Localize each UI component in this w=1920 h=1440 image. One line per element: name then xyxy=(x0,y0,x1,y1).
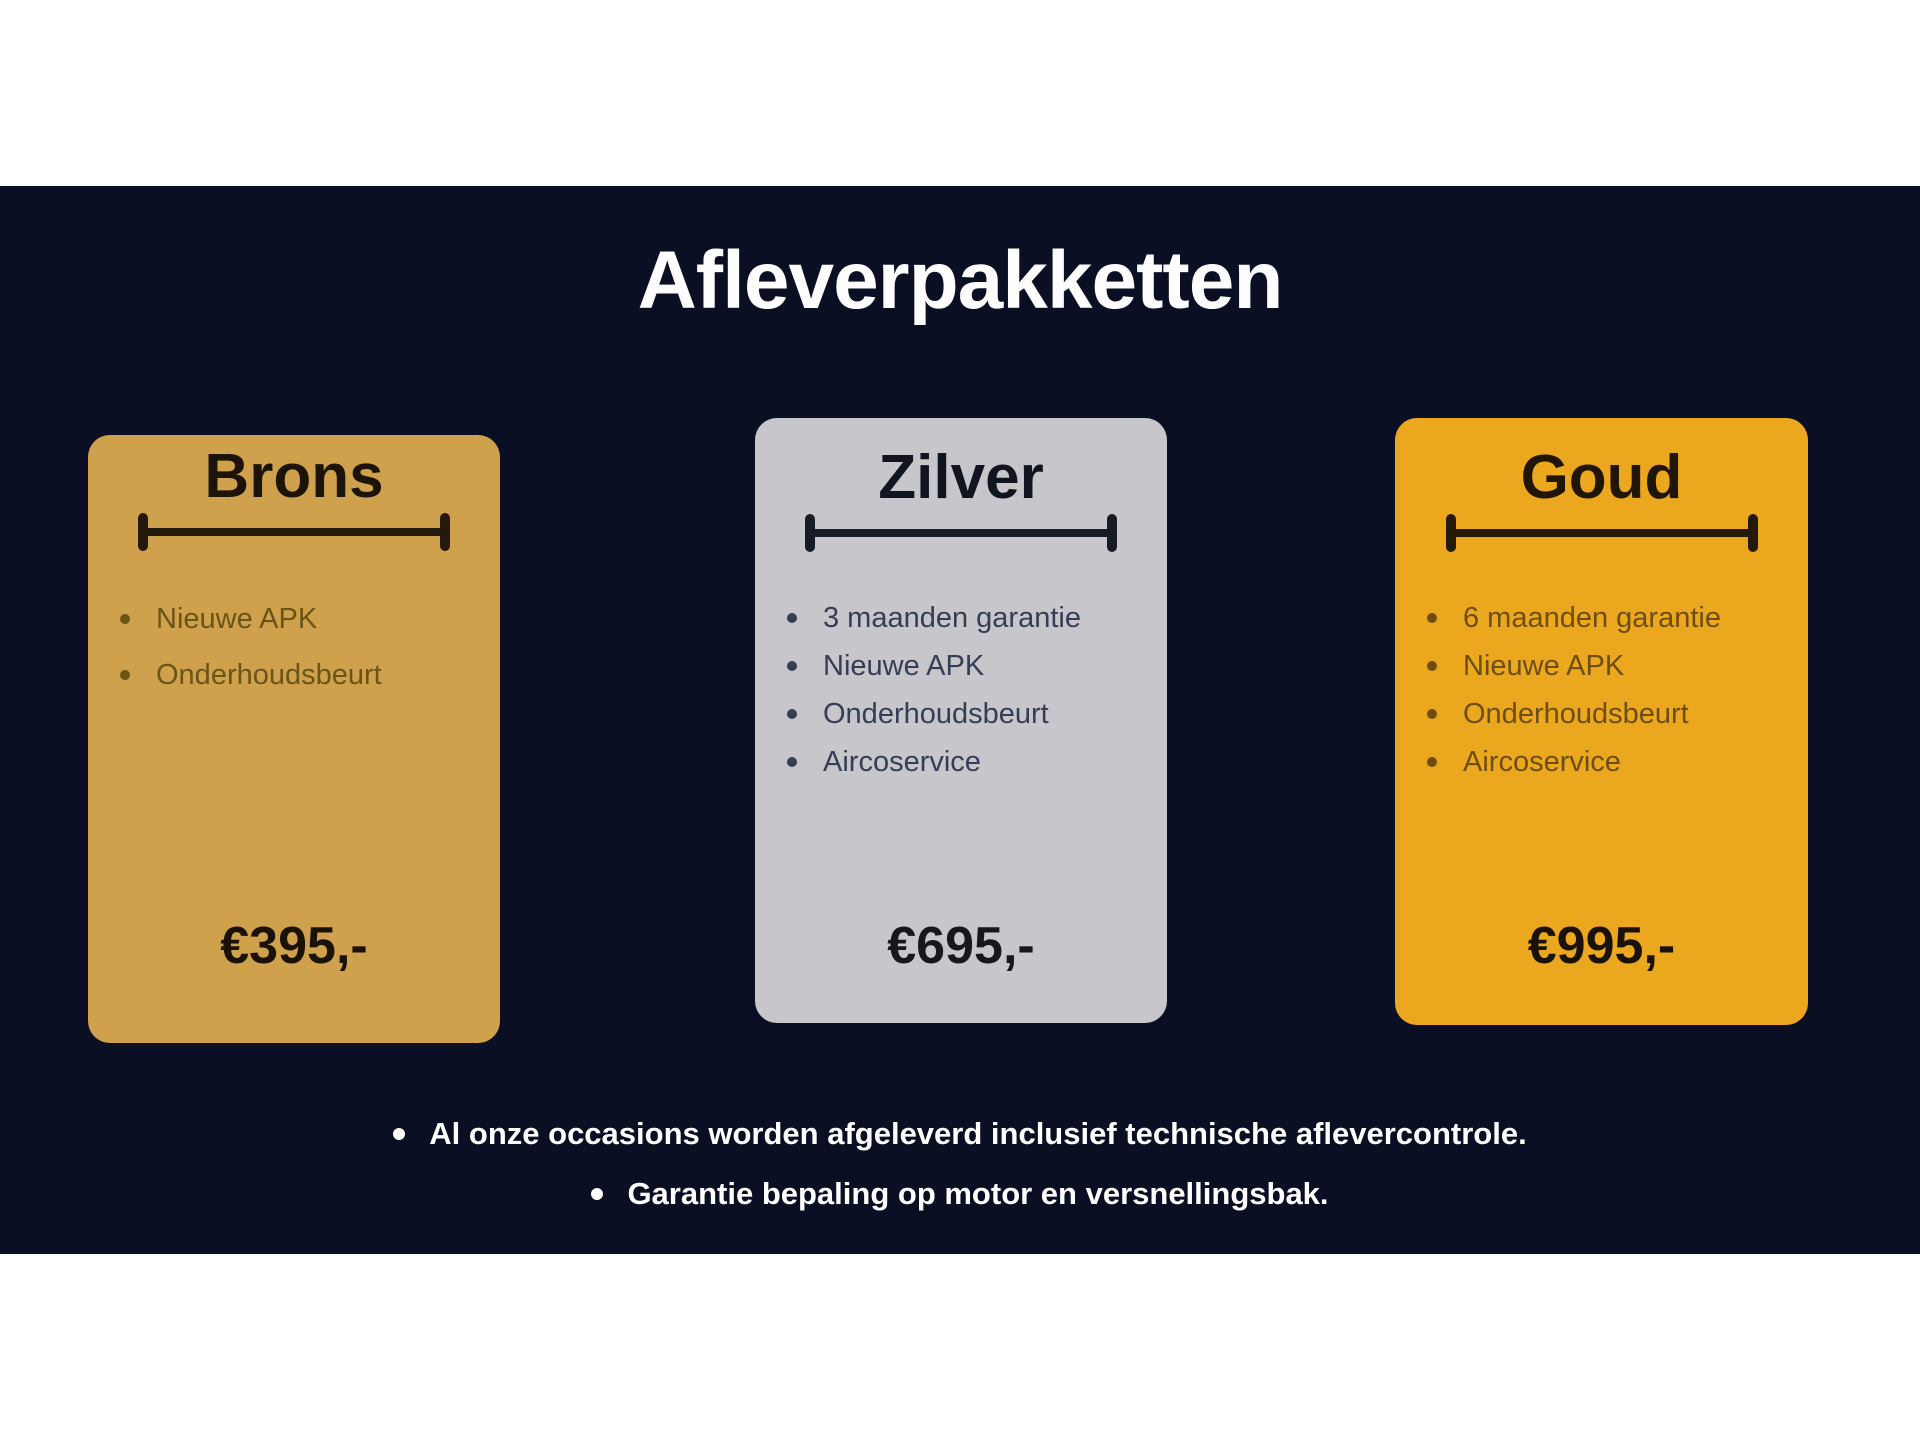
feature-item: Aircoservice xyxy=(1425,738,1785,786)
package-name: Brons xyxy=(204,442,384,511)
feature-item: Nieuwe APK xyxy=(785,642,1145,690)
bullet-dot-icon xyxy=(393,1128,405,1140)
package-name: Zilver xyxy=(878,443,1044,512)
underline-bar xyxy=(1450,529,1754,537)
feature-item: Onderhoudsbeurt xyxy=(118,647,478,703)
feature-list xyxy=(118,591,478,703)
feature-list xyxy=(785,594,1145,786)
bullet-dot-icon xyxy=(591,1188,603,1200)
feature-list xyxy=(1425,594,1785,786)
title-underline-ibeam xyxy=(138,513,450,551)
feature-item: Aircoservice xyxy=(785,738,1145,786)
footnote-line xyxy=(0,1170,1920,1218)
package-price: €695,- xyxy=(887,917,1035,975)
underline-right-cap xyxy=(1107,514,1117,552)
footnote-text: Al onze occasions worden afgeleverd inclusief technische aflevercontrole. xyxy=(429,1116,1527,1151)
underline-bar xyxy=(142,528,446,536)
footnote-line xyxy=(0,1110,1920,1158)
title-underline-ibeam xyxy=(1446,514,1758,552)
feature-item: Nieuwe APK xyxy=(1425,642,1785,690)
package-price: €395,- xyxy=(220,917,368,975)
package-price: €995,- xyxy=(1527,917,1676,975)
title-underline-ibeam xyxy=(805,514,1117,552)
package-card-goud xyxy=(1395,418,1808,1025)
feature-item: 6 maanden garantie xyxy=(1425,594,1785,642)
underline-right-cap xyxy=(1748,514,1758,552)
package-name: Goud xyxy=(1520,443,1683,512)
feature-item: Onderhoudsbeurt xyxy=(785,690,1145,738)
feature-item: Onderhoudsbeurt xyxy=(1425,690,1785,738)
underline-right-cap xyxy=(440,513,450,551)
underline-bar xyxy=(809,529,1113,537)
package-card-zilver xyxy=(755,418,1167,1023)
page-title: Afleverpakketten xyxy=(637,235,1283,326)
footnote-text: Garantie bepaling op motor en versnellingsbak. xyxy=(627,1176,1329,1211)
package-card-brons xyxy=(88,435,500,1043)
feature-item: Nieuwe APK xyxy=(118,591,478,647)
feature-item: 3 maanden garantie xyxy=(785,594,1145,642)
